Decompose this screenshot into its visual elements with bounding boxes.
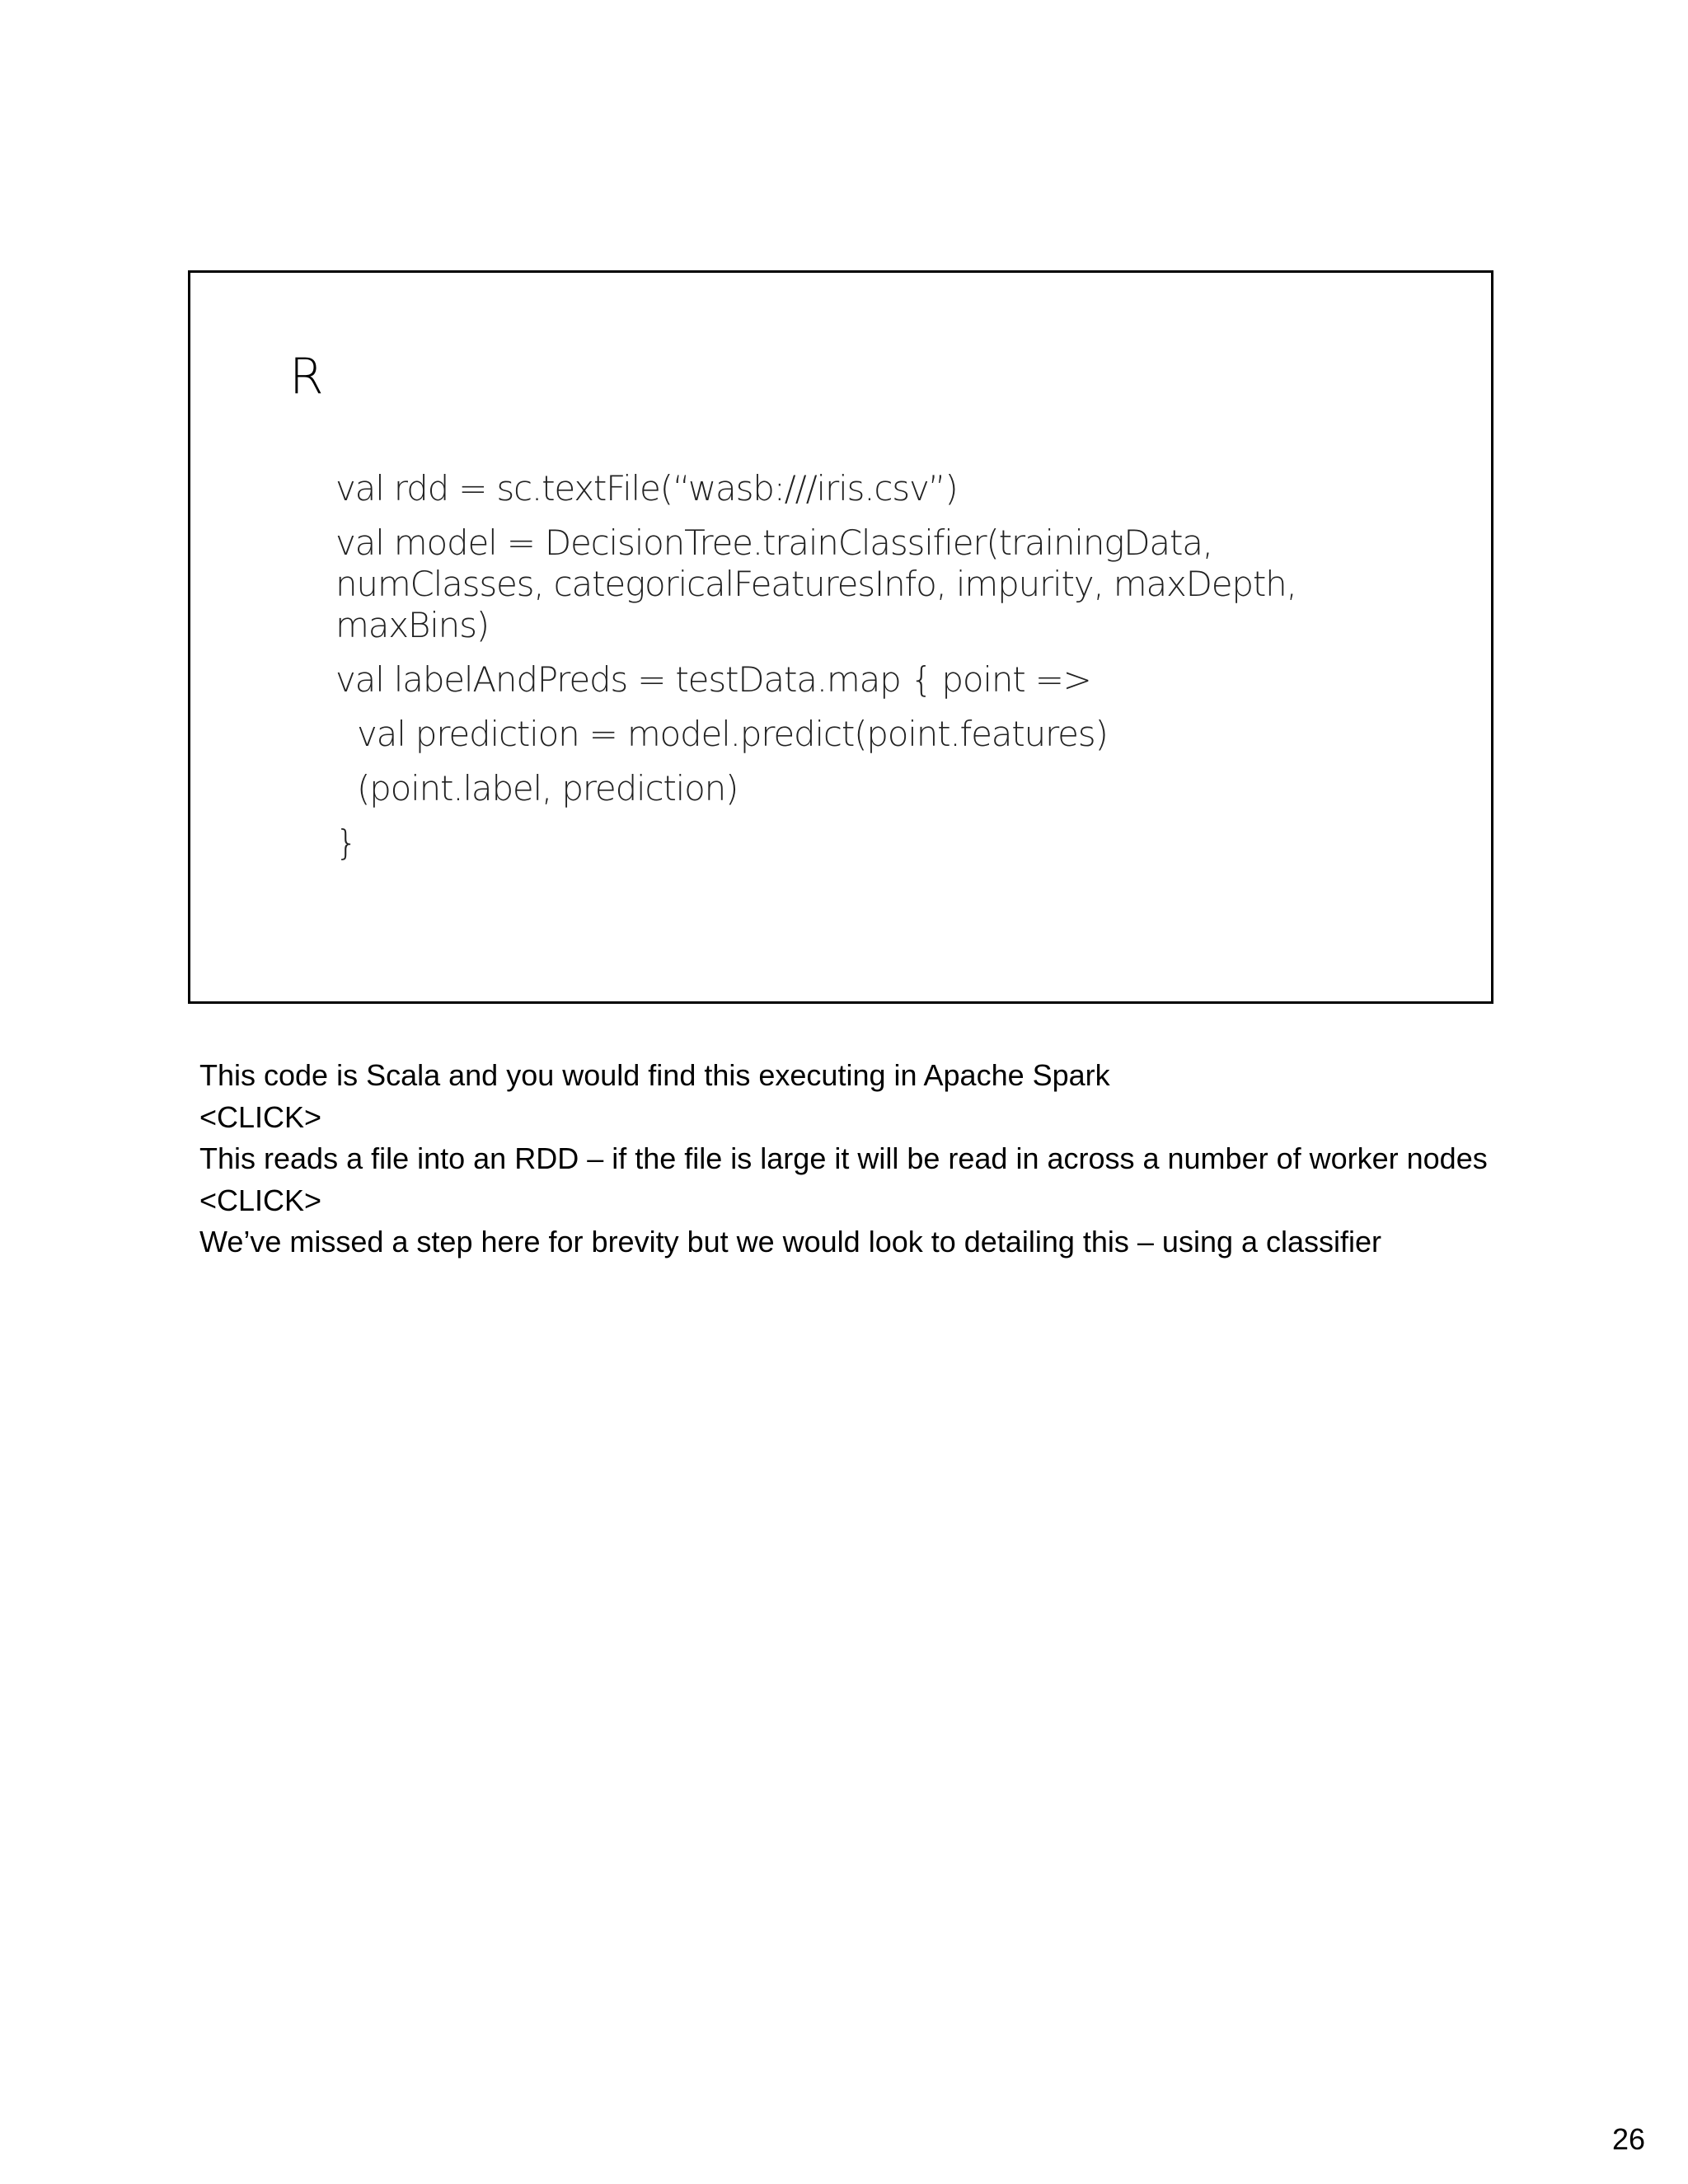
note-line: This reads a file into an RDD – if the file is large it will be read in across a number of worker nodes	[199, 1141, 1488, 1175]
code-line: val model = DecisionTree.trainClassifier(trainingData, numClasses, categoricalFeaturesInfo, impurity, maxDepth, maxBins)	[335, 523, 1296, 645]
code-line: (point.label, prediction)	[357, 768, 738, 808]
slide-thumbnail	[188, 270, 1493, 1004]
slide-title: R	[289, 348, 324, 405]
speaker-notes	[199, 1055, 1493, 1263]
code-line: }	[335, 823, 357, 863]
code-line: val labelAndPreds = testData.map { point =>	[335, 659, 1091, 700]
note-line: <CLICK>	[199, 1099, 322, 1134]
page-number: 26	[1611, 2122, 1645, 2156]
note-line: This code is Scala and you would find this executing in Apache Spark	[199, 1058, 1110, 1092]
code-line: val rdd = sc.textFile(“wasb:///iris.csv”)	[335, 468, 958, 509]
note-line: <CLICK>	[199, 1183, 322, 1217]
code-block	[335, 468, 1423, 877]
code-line: val prediction = model.predict(point.features)	[357, 714, 1108, 754]
note-line: We’ve missed a step here for brevity but we would look to detailing this – using a classifier	[199, 1225, 1382, 1258]
